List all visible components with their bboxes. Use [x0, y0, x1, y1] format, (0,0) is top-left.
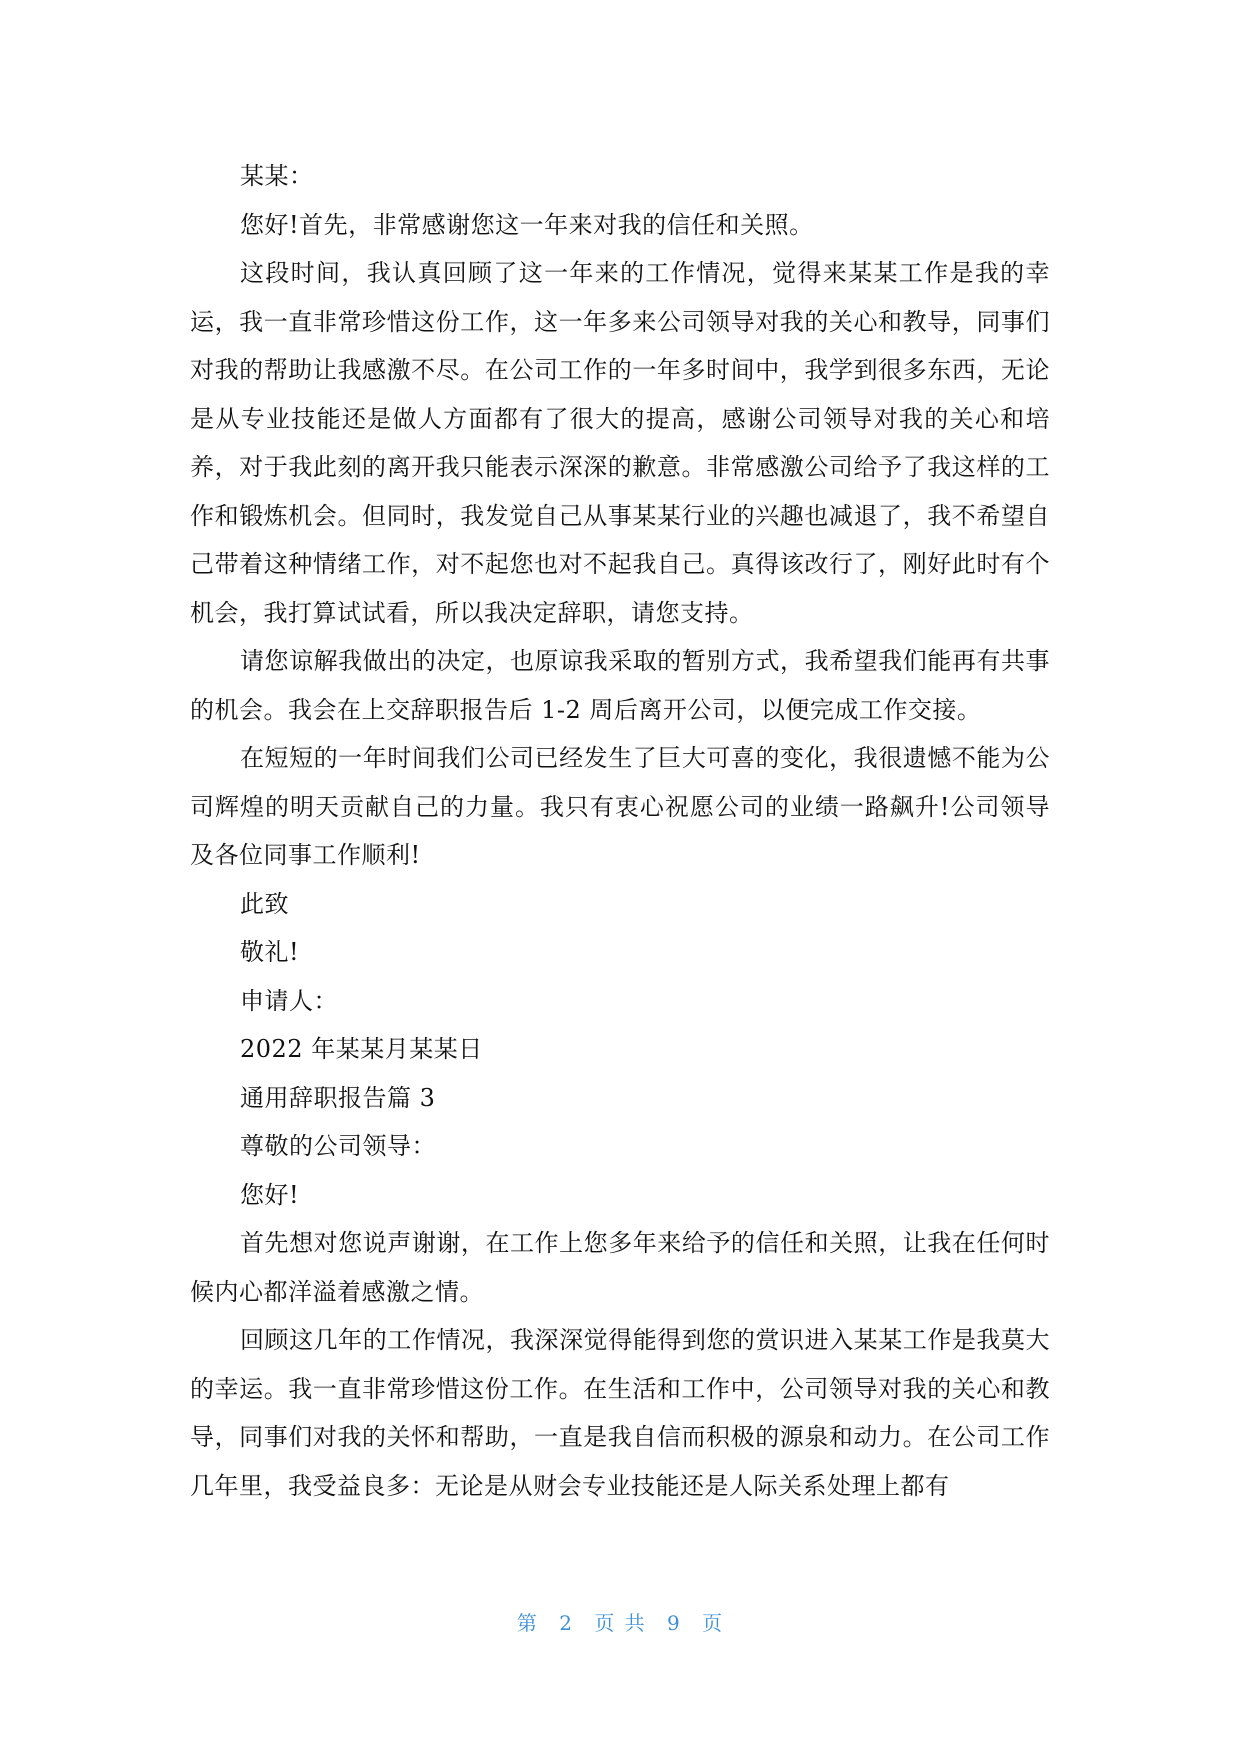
- body-paragraph: 请您谅解我做出的决定，也原谅我采取的暂别方式，我希望我们能再有共事的机会。我会在上交辞职报告后 1-2 周后离开公司，以便完成工作交接。: [190, 647, 1050, 724]
- current-page-number: 2: [559, 1611, 574, 1635]
- closing-line: 此致: [240, 889, 289, 918]
- greeting-paragraph: 您好!: [240, 1180, 300, 1209]
- applicant-label: 申请人：: [240, 986, 338, 1015]
- section-title: 通用辞职报告篇 3: [240, 1083, 436, 1112]
- closing-regards: 敬礼!: [240, 938, 300, 966]
- date-line: 2022 年某某月某某日: [240, 1035, 483, 1063]
- body-paragraph: 在短短的一年时间我们公司已经发生了巨大可喜的变化，我很遗憾不能为公司辉煌的明天贡献自己的力量。我只有衷心祝愿公司的业绩一路飙升!公司领导及各位同事工作顺利!: [190, 744, 1050, 869]
- salutation: 某某：: [240, 162, 314, 190]
- total-page-number: 9: [667, 1611, 682, 1635]
- page-of-word: 页 共: [594, 1611, 647, 1635]
- body-paragraph: 这段时间，我认真回顾了这一年来的工作情况，觉得来某某工作是我的幸运，我一直非常珍惜这份工作，这一年多来公司领导对我的关心和教导，同事们对我的帮助让我感激不尽。在公司工作的一年多时间中，我学到很多东西，无论是从专业技能还是做人方面都有了很大的提高，感谢公司领导对我的关心和培养，对于我此刻的离开我只能表示深深的歉意。非常感激公司给予了我这样的工作和锻炼机会。但同时，我发觉自己从事某某行业的兴趣也减退了，我不希望自己带着这种情绪工作，对不起您也对不起我自己。真得该改行了，刚好此时有个机会，我打算试试看，所以我决定辞职，请您支持。: [190, 259, 1050, 627]
- page-word: 第: [516, 1611, 539, 1635]
- page-number-footer: [0, 1607, 1241, 1636]
- letter-body: [190, 152, 1050, 1510]
- body-paragraph: 首先想对您说声谢谢，在工作上您多年来给予的信任和关照，让我在任何时候内心都洋溢着感激之情。: [190, 1229, 1050, 1306]
- salutation: 尊敬的公司领导：: [240, 1132, 436, 1160]
- greeting-paragraph: 您好!首先，非常感谢您这一年来对我的信任和关照。: [240, 210, 814, 239]
- body-paragraph: 回顾这几年的工作情况，我深深觉得能得到您的赏识进入某某工作是我莫大的幸运。我一直非常珍惜这份工作。在生活和工作中，公司领导对我的关心和教导，同事们对我的关怀和帮助，一直是我自信而积极的源泉和动力。在公司工作几年里，我受益良多：无论是从财会专业技能还是人际关系处理上都有: [190, 1326, 1050, 1500]
- pages-word: 页: [702, 1611, 725, 1635]
